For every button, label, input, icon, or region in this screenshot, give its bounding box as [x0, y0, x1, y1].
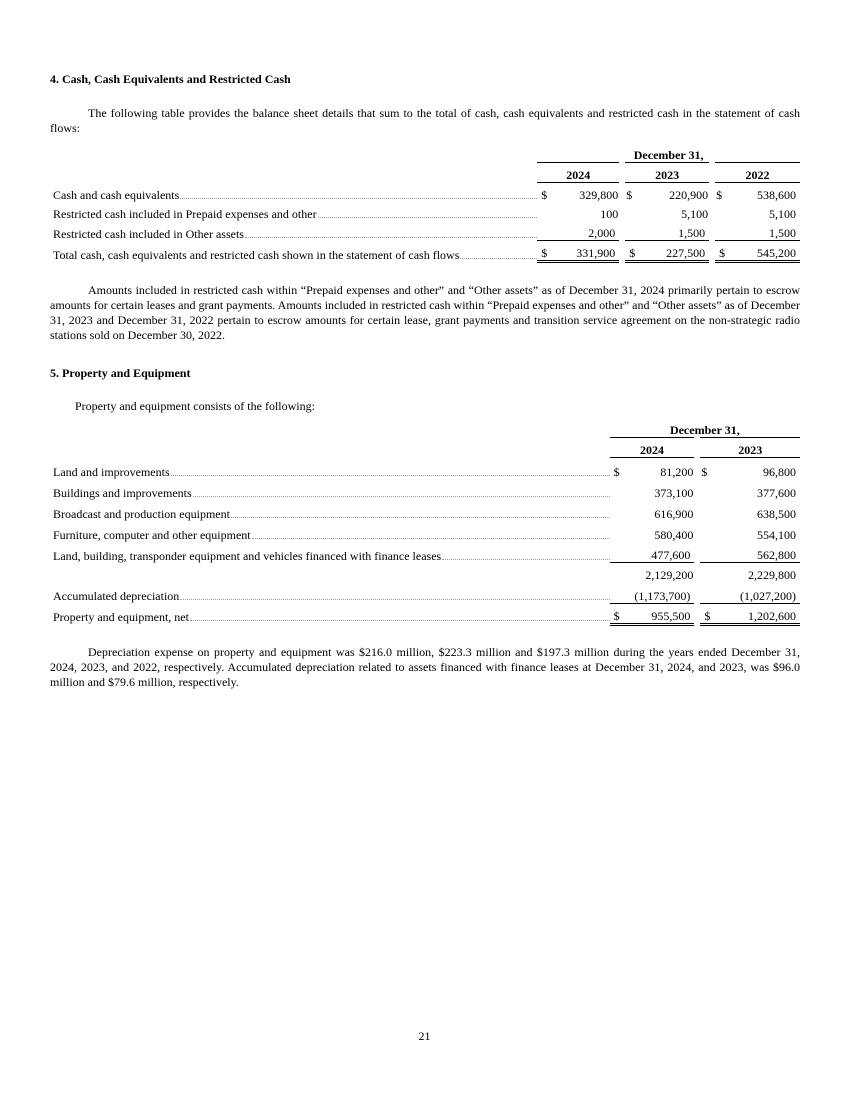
- cell-value: 329,800: [579, 188, 619, 202]
- currency-symbol: $: [541, 188, 548, 202]
- cell-value: 81,200: [660, 464, 694, 479]
- row-label: Buildings and improvements: [53, 485, 192, 500]
- cell-value: 1,500: [643, 221, 712, 241]
- section-5-intro: Property and equipment consists of the following:: [75, 399, 315, 413]
- page-number: 21: [418, 1029, 431, 1043]
- table-row: [50, 221, 800, 241]
- cash-table: [50, 143, 800, 263]
- currency-symbol: $: [712, 241, 733, 262]
- table-row: [50, 521, 800, 542]
- section-4-heading: 4. Cash, Cash Equivalents and Restricted Cash: [50, 72, 291, 86]
- cell-value: 477,600: [628, 542, 698, 563]
- cell-value: 2,129,200: [645, 568, 694, 582]
- cell-value: 616,900: [654, 506, 694, 521]
- cell-value: 5,100: [681, 207, 709, 221]
- section-4-note: Amounts included in restricted cash within “Prepaid expenses and other” and “Other assets” as of December 31, 2024 primarily pertain to escrow amounts for certain leases and grant payments. Amounts included in restricted cash within “Prepaid expenses and other” and “Other assets” as of December 31, 2023 and December 31, 2022 pertain to escrow amounts for certain lease, grant payments and transition service agreement on the non-strategic radio stations sold on December 30, 2022.: [50, 283, 800, 342]
- table-row: [50, 582, 800, 603]
- cell-value: 227,500: [643, 241, 712, 262]
- cell-value: 96,800: [763, 464, 796, 479]
- table-row-total: [50, 603, 800, 624]
- cell-value: 2,000: [555, 221, 622, 241]
- property-table-year-2024: 2024: [610, 438, 698, 458]
- currency-symbol: $: [537, 241, 555, 262]
- cell-value: 2,229,800: [748, 568, 796, 582]
- row-label: Broadcast and production equipment: [53, 506, 230, 521]
- cash-table-period-header: December 31,: [537, 143, 800, 163]
- table-row: [50, 542, 800, 563]
- currency-symbol: $: [697, 603, 718, 624]
- cell-value: 1,202,600: [718, 603, 800, 624]
- cell-value: 377,600: [757, 485, 796, 500]
- row-label: Restricted cash included in Prepaid expenses and other: [53, 207, 317, 221]
- cell-value: 331,900: [555, 241, 622, 262]
- cell-value: 220,900: [669, 188, 709, 202]
- currency-symbol: $: [716, 188, 723, 202]
- currency-symbol: $: [610, 603, 628, 624]
- cash-table-year-2022: 2022: [712, 163, 800, 183]
- table-row-total: [50, 241, 800, 262]
- cell-value: 638,500: [757, 506, 796, 521]
- row-label: Restricted cash included in Other assets: [53, 226, 244, 241]
- table-row: [50, 458, 800, 479]
- cell-value: 100: [600, 207, 619, 221]
- section-5-note: Depreciation expense on property and equipment was $216.0 million, $223.3 million and $197.3 million during the years ended December 31, 2024, 2023, and 2022, respectively. Accumulated depreciation related to assets financed with finance leases at December 31, 2024, and 2023, was $96.0 million and $79.6 million, respectively.: [50, 645, 800, 689]
- cell-value: 1,500: [733, 221, 800, 241]
- row-label: Furniture, computer and other equipment: [53, 527, 251, 542]
- table-row: [50, 479, 800, 500]
- currency-symbol: $: [613, 464, 620, 479]
- row-label: Accumulated depreciation: [53, 589, 180, 603]
- row-label: Total cash, cash equivalents and restricted cash shown in the statement of cash flows: [53, 247, 460, 262]
- row-label: Cash and cash equivalents: [53, 188, 180, 202]
- row-label: Land, building, transponder equipment and vehicles financed with finance leases: [53, 548, 442, 563]
- property-table: [50, 418, 800, 626]
- property-table-period-header: December 31,: [610, 418, 800, 438]
- cell-value: 554,100: [757, 527, 796, 542]
- property-table-year-2023: 2023: [697, 438, 800, 458]
- cell-value: 545,200: [733, 241, 800, 262]
- table-row-subtotal: [50, 563, 800, 583]
- cash-table-year-2023: 2023: [622, 163, 712, 183]
- currency-symbol: $: [701, 464, 708, 479]
- currency-symbol: $: [626, 188, 633, 202]
- row-label: Land and improvements: [53, 464, 170, 479]
- cell-value: 538,600: [757, 188, 796, 202]
- cash-table-year-2024: 2024: [537, 163, 622, 183]
- cell-value: 373,100: [654, 485, 694, 500]
- cell-value: 580,400: [654, 527, 694, 542]
- currency-symbol: $: [622, 241, 643, 262]
- table-row: [50, 183, 800, 203]
- table-row: [50, 500, 800, 521]
- cell-value: (1,173,700): [628, 582, 698, 603]
- cell-value: (1,027,200): [718, 582, 800, 603]
- cell-value: 955,500: [628, 603, 698, 624]
- table-row: [50, 202, 800, 221]
- section-5-heading: 5. Property and Equipment: [50, 366, 191, 380]
- section-4-intro: The following table provides the balance sheet details that sum to the total of cash, cash equivalents and restricted cash in the statement of cash flows:: [50, 106, 800, 135]
- cell-value: 562,800: [718, 542, 800, 563]
- cell-value: 5,100: [769, 207, 796, 221]
- row-label: Property and equipment, net: [53, 610, 189, 624]
